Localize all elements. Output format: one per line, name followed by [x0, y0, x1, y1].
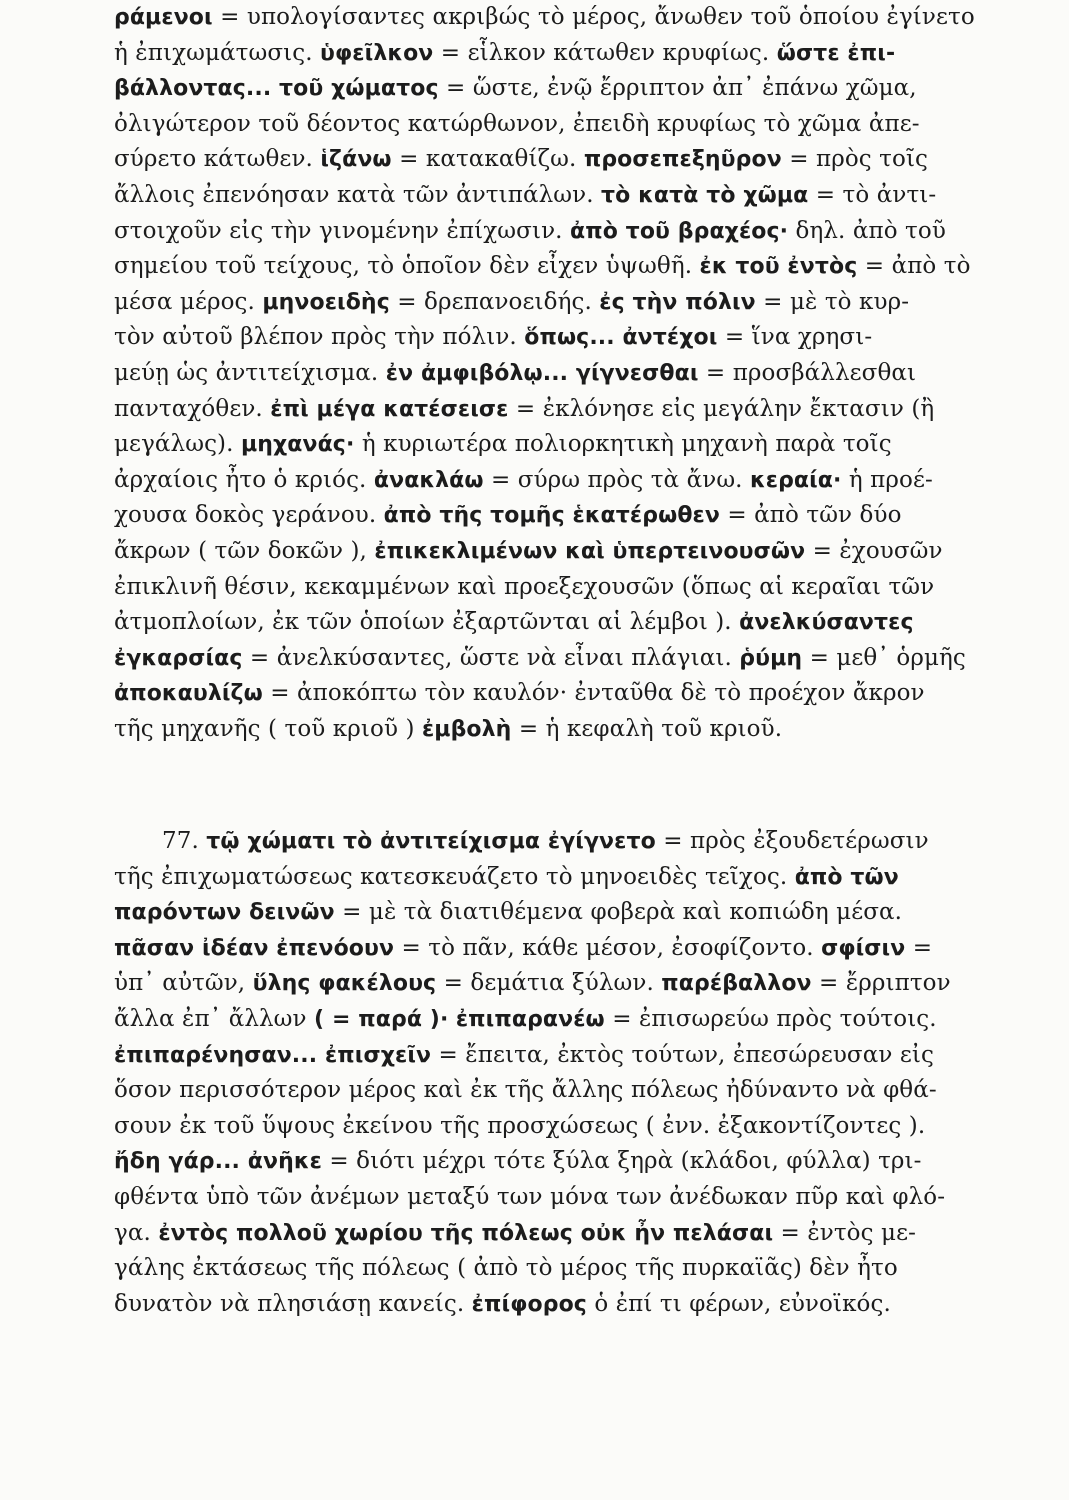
- gloss-text: τῆς μηχανῆς ( τοῦ κριοῦ ): [114, 715, 422, 742]
- text-line: [114, 570, 994, 606]
- gloss-text: = ἐκλόνησε εἰς μεγάλην ἔκτασιν (ἢ: [508, 395, 935, 422]
- gloss-text: ὅσον περισσότερον μέρος καὶ ἐκ τῆς ἄλλης πόλεως ἠδύναντο νὰ φθά-: [114, 1077, 937, 1104]
- lemma-term: σφίσιν: [821, 935, 906, 961]
- gloss-text: =: [905, 934, 933, 961]
- gloss-text: ἡ κυριωτέρα πολιορκητικὴ μηχανὴ παρὰ τοῖς: [354, 431, 892, 458]
- gloss-text: πανταχόθεν.: [114, 395, 271, 422]
- lemma-term: παρόντων δεινῶν: [114, 900, 335, 926]
- gloss-text: μεύῃ ὡς ἀντιτείχισμα.: [114, 359, 386, 386]
- gloss-text: χουσα δοκὸς γεράνου.: [114, 502, 384, 529]
- gloss-text: γάλης ἐκτάσεως τῆς πόλεως ( ἀπὸ τὸ μέρος τῆς πυρκαϊᾶς) δὲν ἦτο: [114, 1255, 898, 1282]
- gloss-text: ἄλλα ἐπ᾽ ἄλλων: [114, 1005, 315, 1032]
- text-line: [114, 427, 994, 463]
- gloss-text: σύρετο κάτωθεν.: [114, 146, 321, 173]
- gloss-text: = κατακαθίζω.: [391, 146, 584, 173]
- lemma-term: ἀνακλάω: [373, 467, 484, 493]
- lemma-term: ἤδη γάρ... ἀνῆκε: [114, 1149, 322, 1175]
- gloss-text: = ἀνελκύσαντες, ὥστε νὰ εἶναι πλάγιαι.: [242, 644, 740, 671]
- lemma-term: ἐπικεκλιμένων καὶ ὑπερτεινουσῶν: [374, 538, 806, 564]
- gloss-text: ἀτμοπλοίων, ἐκ τῶν ὁποίων ἐξαρτῶνται αἱ λέμβοι ).: [114, 609, 740, 636]
- lemma-term: ἀπὸ τοῦ βραχέος·: [569, 218, 789, 244]
- gloss-text: στοιχοῦν εἰς τὴν γινομένην ἐπίχωσιν.: [114, 217, 570, 244]
- gloss-text: ἐπικλινῆ θέσιν, κεκαμμένων καὶ προεξεχουσῶν (ὅπως αἱ κεραῖαι τῶν: [114, 573, 935, 600]
- gloss-text: = μὲ τὸ κυρ-: [755, 288, 910, 315]
- gloss-text: = εἷλκον κάτωθεν κρυφίως.: [433, 39, 777, 66]
- lemma-term: τὸ κατὰ τὸ χῶμα: [601, 182, 809, 208]
- gloss-text: σουν ἐκ τοῦ ὕψους ἐκείνου τῆς προσχώσεως ( ἐνν. ἐξακοντίζοντες ).: [114, 1112, 926, 1139]
- lemma-term: ἐντὸς πολλοῦ χωρίου τῆς πόλεως οὐκ ἦν πελάσαι: [158, 1220, 774, 1246]
- gloss-text: = μεθ᾽ ὁρμῆς: [802, 644, 966, 671]
- commentary-block-continued: [114, 0, 994, 747]
- lemma-term: ἀπὸ τῶν: [794, 864, 899, 890]
- lemma-term: ἀπὸ τῆς τομῆς ἑκατέρωθεν: [383, 503, 720, 529]
- text-line: [114, 824, 994, 860]
- lemma-term: τῷ χώματι τὸ ἀντιτείχισμα ἐγίγνετο: [206, 829, 656, 854]
- lemma-term: προσεπεξηῦρον: [583, 147, 782, 173]
- gloss-text: ἡ προέ-: [841, 466, 933, 493]
- gloss-text: ὑπ᾽ αὐτῶν,: [114, 970, 253, 997]
- gloss-text: = προσβάλλεσθαι: [698, 359, 917, 386]
- lemma-term: ἐγκαρσίας: [114, 645, 243, 671]
- lemma-term: βάλλοντας... τοῦ χώματος: [114, 76, 439, 102]
- text-line: [114, 1038, 994, 1074]
- lemma-term: πᾶσαν ἰδέαν ἐπενόουν: [114, 935, 395, 961]
- text-line: [114, 320, 994, 356]
- lemma-term: ἐπίφορος: [471, 1291, 587, 1317]
- gloss-text: = ἔρριπτον: [811, 970, 951, 997]
- text-line: [114, 36, 994, 72]
- gloss-text: = τὸ πᾶν, κάθε μέσον, ἐσοφίζοντο.: [394, 934, 822, 961]
- gloss-text: = υπολογίσαντες ακριβώς τὸ μέρος, ἄνωθεν τοῦ ὁποίου ἐγίνετο: [212, 4, 975, 30]
- gloss-text: τὸν αὐτοῦ βλέπον πρὸς τὴν πόλιν.: [114, 324, 525, 351]
- gloss-text: = δρεπανοειδής.: [389, 288, 600, 315]
- gloss-text: ἡ ἐπιχωμάτωσις.: [114, 39, 321, 66]
- text-line: [114, 498, 994, 534]
- text-line: [114, 1002, 994, 1038]
- gloss-text: = διότι μέχρι τότε ξύλα ξηρὰ (κλάδοι, φύλλα) τρι-: [321, 1148, 922, 1175]
- lemma-term: ὥστε ἐπι-: [776, 40, 896, 66]
- text-line: [114, 1109, 994, 1145]
- text-line: [114, 534, 994, 570]
- lemma-term: ἐπὶ μέγα κατέσεισε: [270, 396, 509, 422]
- text-line: [114, 0, 994, 36]
- text-line: [114, 1287, 994, 1323]
- text-line: [114, 641, 994, 677]
- gloss-text: = ἐντὸς με-: [773, 1219, 916, 1246]
- lemma-term: ἀνελκύσαντες: [739, 610, 914, 636]
- lemma-term: ὕλης φακέλους: [252, 971, 437, 997]
- lemma-term: μηνοειδὴς: [262, 289, 390, 315]
- gloss-text: 77.: [162, 828, 207, 854]
- lemma-term: ἐπιπαρανέω: [455, 1006, 605, 1032]
- gloss-text: ὀλιγώτερον τοῦ δέοντος κατώρθωνον, ἐπειδὴ κρυφίως τὸ χῶμα ἀπε-: [114, 110, 920, 137]
- lemma-term: ἐς τὴν πόλιν: [599, 289, 756, 315]
- gloss-text: = ἀπὸ τὸ: [857, 253, 971, 280]
- text-line: [114, 931, 994, 967]
- text-line: [114, 356, 994, 392]
- lemma-term: ράμενοι: [114, 5, 213, 30]
- text-line: [114, 860, 994, 896]
- gloss-text: ὁ ἐπί τι φέρων, εὐνοϊκός.: [586, 1290, 891, 1317]
- lemma-term: κεραία·: [750, 467, 842, 493]
- gloss-text: = τὸ ἀντι-: [808, 181, 937, 208]
- gloss-text: = ἔπειτα, ἐκτὸς τούτων, ἐπεσώρευσαν εἰς: [431, 1041, 934, 1068]
- text-line: [114, 712, 994, 748]
- lemma-term: παρέβαλλον: [661, 971, 812, 997]
- gloss-text: [448, 1006, 455, 1032]
- lemma-term: ἐν ἀμφιβόλῳ... γίγνεσθαι: [385, 360, 699, 386]
- gloss-text: μεγάλως).: [114, 431, 241, 458]
- lemma-term: ὑφεῖλκον: [320, 40, 434, 66]
- text-line: [114, 1144, 994, 1180]
- gloss-text: = δεμάτια ξύλων.: [436, 970, 662, 997]
- lemma-term: ἱζάνω: [320, 147, 392, 173]
- text-line: [114, 676, 994, 712]
- gloss-text: = ἡ κεφαλὴ τοῦ κριοῦ.: [511, 715, 783, 742]
- text-line: [114, 178, 994, 214]
- lemma-term: ἐμβολὴ: [421, 716, 512, 742]
- text-line: [114, 392, 994, 428]
- text-line: [114, 463, 994, 499]
- gloss-text: ἄκρων ( τῶν δοκῶν ),: [114, 537, 375, 564]
- text-line: [114, 142, 994, 178]
- text-line: [114, 249, 994, 285]
- gloss-text: = ἀποκόπτω τὸν καυλόν· ἐνταῦθα δὲ τὸ προέχον ἄκρον: [262, 680, 925, 707]
- gloss-text: γα.: [114, 1219, 159, 1246]
- gloss-text: = ἐπισωρεύω πρὸς τούτοις.: [604, 1005, 937, 1032]
- gloss-text: = ἀπὸ τῶν δύο: [719, 502, 902, 529]
- gloss-text: = μὲ τὰ διατιθέμενα φοβερὰ καὶ κοπιώδη μέσα.: [334, 899, 903, 926]
- text-line: [114, 214, 994, 250]
- gloss-text: δυνατὸν νὰ πλησιάσῃ κανείς.: [114, 1290, 472, 1317]
- gloss-text: = ὥστε, ἐνῷ ἔρριπτον ἀπ᾽ ἐπάνω χῶμα,: [438, 75, 917, 102]
- gloss-text: τῆς ἐπιχωματώσεως κατεσκευάζετο τὸ μηνοειδὲς τεῖχος.: [114, 863, 795, 890]
- commentary-section-77: [114, 824, 994, 1322]
- gloss-text: = ἐχουσῶν: [805, 537, 943, 564]
- text-line: [114, 1180, 994, 1216]
- gloss-text: = ἵνα χρησι-: [717, 324, 873, 351]
- gloss-text: δηλ. ἀπὸ τοῦ: [788, 217, 946, 244]
- gloss-text: ἀρχαίοις ἦτο ὁ κριός.: [114, 466, 374, 493]
- gloss-text: σημείου τοῦ τείχους, τὸ ὁποῖον δὲν εἶχεν ὑψωθῆ.: [114, 253, 700, 280]
- gloss-text: = πρὸς ἐξουδετέρωσιν: [655, 828, 929, 854]
- text-line: [114, 71, 994, 107]
- lemma-term: ( = παρά )·: [314, 1006, 449, 1032]
- text-line: [114, 895, 994, 931]
- text-line: [114, 966, 994, 1002]
- text-line: [114, 1073, 994, 1109]
- lemma-term: ἐκ τοῦ ἐντὸς: [699, 254, 858, 280]
- text-line: [114, 285, 994, 321]
- gloss-text: = σύρω πρὸς τὰ ἄνω.: [483, 466, 750, 493]
- lemma-term: ὅπως... ἀντέχοι: [524, 325, 718, 351]
- lemma-term: ἀποκαυλίζω: [114, 681, 263, 707]
- text-line: [114, 107, 994, 143]
- lemma-term: ἐπιπαρένησαν... ἐπισχεῖν: [114, 1042, 432, 1068]
- lemma-term: ῥύμη: [739, 645, 803, 671]
- text-line: [114, 1251, 994, 1287]
- lemma-term: μηχανάς·: [240, 432, 355, 458]
- text-line: [114, 1216, 994, 1252]
- text-line: [114, 605, 994, 641]
- gloss-text: μέσα μέρος.: [114, 288, 263, 315]
- gloss-text: = πρὸς τοῖς: [781, 146, 929, 173]
- gloss-text: ἄλλοις ἐπενόησαν κατὰ τῶν ἀντιπάλων.: [114, 181, 602, 208]
- gloss-text: φθέντα ὑπὸ τῶν ἀνέμων μεταξύ των μόνα των ἀνέδωκαν πῦρ καὶ φλό-: [114, 1183, 946, 1210]
